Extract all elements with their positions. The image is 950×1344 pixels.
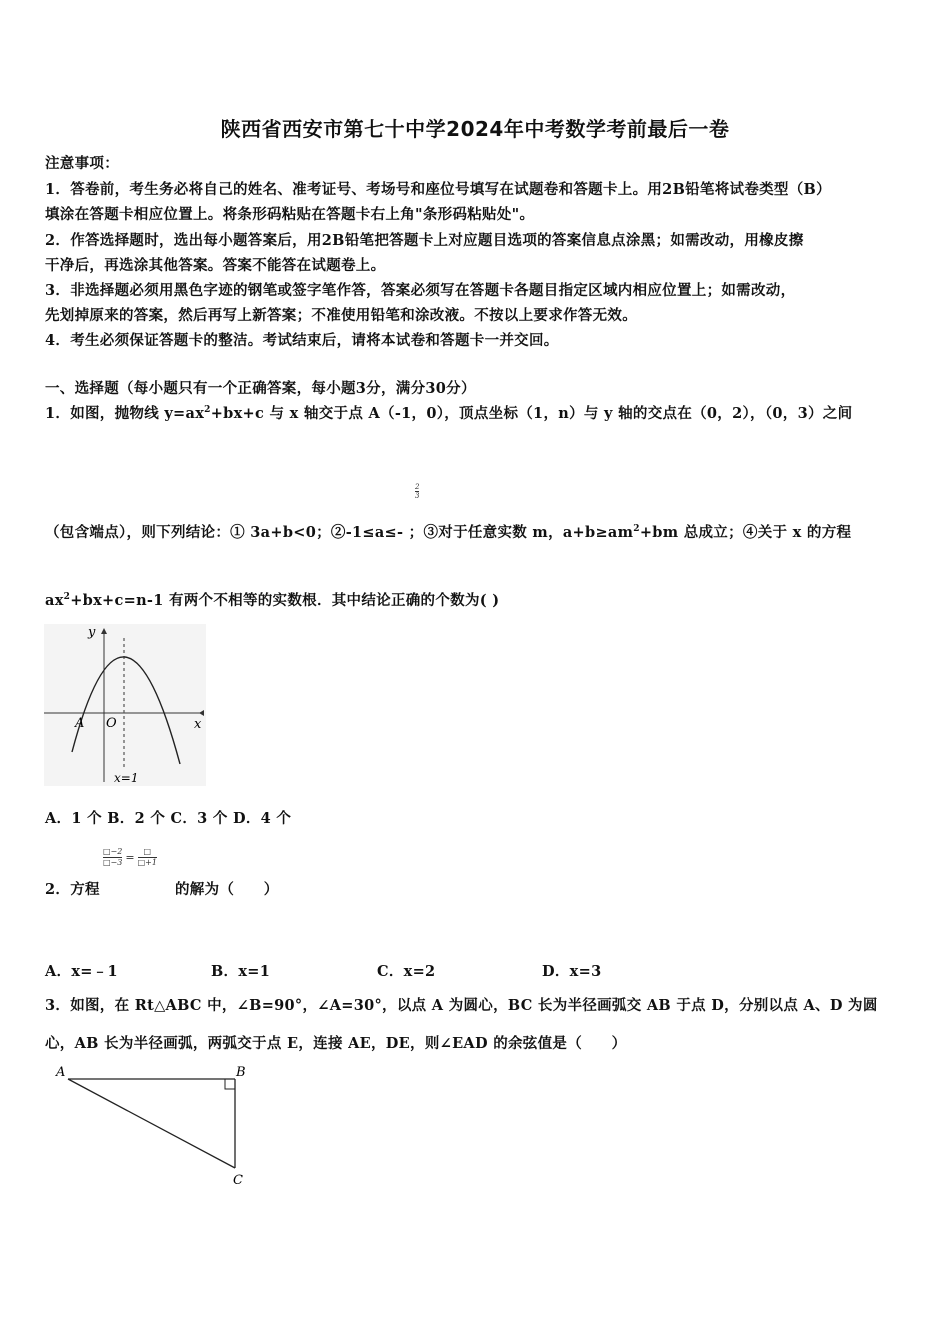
notice-line-4: 干净后，再选涂其他答案。答案不能答在试题卷上。	[45, 257, 386, 274]
notice-line-1: 1．答卷前，考生务必将自己的姓名、准考证号、考场号和座位号填写在试题卷和答题卡上。用2B铅笔将试卷类型（B）	[45, 181, 831, 198]
q1-tiny-num: 2	[415, 483, 420, 491]
q2-equation-image	[103, 847, 157, 868]
vertex-b-label: B	[236, 1065, 246, 1080]
q1-text-b: +bx+c 与 x 轴交于点 A（-1，0），顶点坐标（1，n）与 y 轴的交点在（0，2），（0，3）之间	[210, 405, 853, 422]
y-label: y	[88, 625, 96, 640]
q2-stem-b: 的解为（ ）	[175, 881, 279, 898]
q1-tiny-den: 3	[415, 492, 420, 500]
q1-line-2	[45, 521, 851, 542]
q2-option-d: D．x=3	[542, 963, 602, 980]
q1-line3-b: +bx+c=n-1 有两个不相等的实数根．其中结论正确的个数为( )	[70, 592, 500, 609]
q1-line2-a: （包含端点），则下列结论：① 3a+b<0；②-1≤a≤- ；③对于任意实数 m，a+b≥am	[45, 524, 634, 541]
q2-stem-a: 2．方程	[45, 881, 100, 898]
q2-left-fraction	[103, 847, 122, 868]
page-title: 陕西省西安市第七十中学2024年中考数学考前最后一卷	[220, 117, 730, 141]
section-heading: 一、选择题（每小题只有一个正确答案，每小题3分，满分30分）	[45, 380, 476, 397]
side-ac	[68, 1079, 235, 1168]
q2-right-num: □	[143, 847, 152, 856]
notice-line-6: 先划掉原来的答案，然后再写上新答案；不准使用铅笔和涂改液。不按以上要求作答无效。	[45, 307, 637, 324]
q1-line2-b: +bm 总成立；④关于 x 的方程	[639, 524, 852, 541]
figure-background	[44, 624, 206, 786]
point-a-label: A	[75, 716, 85, 731]
vertex-c-label: C	[233, 1173, 243, 1188]
q2-option-b: B．x=1	[211, 963, 271, 980]
notice-heading: 注意事项：	[45, 155, 119, 172]
q3-triangle-figure	[50, 1060, 260, 1190]
q3-line-2: 心，AB 长为半径画弧，两弧交于点 E，连接 AE，DE，则∠EAD 的余弦值是（ ）	[45, 1035, 627, 1052]
q1-line-3	[45, 589, 499, 610]
q1-text-a: 1．如图，抛物线 y=ax	[45, 405, 205, 422]
q1-line3-a: ax	[45, 592, 64, 609]
q1-tiny-fraction	[414, 483, 420, 502]
q2-option-c: C．x=2	[377, 963, 436, 980]
q1-line2-sup: 2	[633, 524, 640, 534]
q1-line3-sup: 2	[63, 592, 71, 602]
q2-right-den: □+1	[137, 858, 157, 867]
origin-label: O	[106, 716, 117, 731]
q3-line-1: 3．如图，在 Rt△ABC 中，∠B=90°，∠A=30°，以点 A 为圆心，BC 长为半径画弧交 AB 于点 D，分别以点 A、D 为圆	[45, 997, 878, 1014]
notice-line-7: 4．考生必须保证答题卡的整洁。考试结束后，请将本试卷和答题卡一并交回。	[45, 332, 559, 349]
vertex-a-label: A	[56, 1065, 66, 1080]
q1-line-1	[45, 402, 852, 423]
q1-options: A．1 个 B．2 个 C．3 个 D．4 个	[45, 810, 292, 827]
q2-left-num: □−2	[103, 847, 123, 856]
q1-sup: 2	[204, 405, 211, 415]
q2-eq-sign: =	[125, 851, 135, 864]
notice-line-2: 填涂在答题卡相应位置上。将条形码粘贴在答题卡右上角"条形码粘贴处"。	[45, 206, 535, 223]
right-angle-mark	[225, 1079, 235, 1089]
q2-option-a: A．x=﹣1	[45, 963, 118, 980]
q1-parabola-figure	[44, 624, 206, 786]
q2-right-fraction	[138, 847, 157, 868]
notice-line-5: 3．非选择题必须用黑色字迹的钢笔或签字笔作答，答案必须写在答题卡各题目指定区域内相应位置上；如需改动，	[45, 282, 796, 299]
axis-equation-label: x=1	[114, 771, 139, 785]
q2-left-den: □−3	[103, 858, 123, 867]
x-label: x	[194, 717, 202, 732]
notice-line-3: 2．作答选择题时，选出每小题答案后，用2B铅笔把答题卡上对应题目选项的答案信息点涂黑；如需改动，用橡皮擦	[45, 232, 804, 249]
